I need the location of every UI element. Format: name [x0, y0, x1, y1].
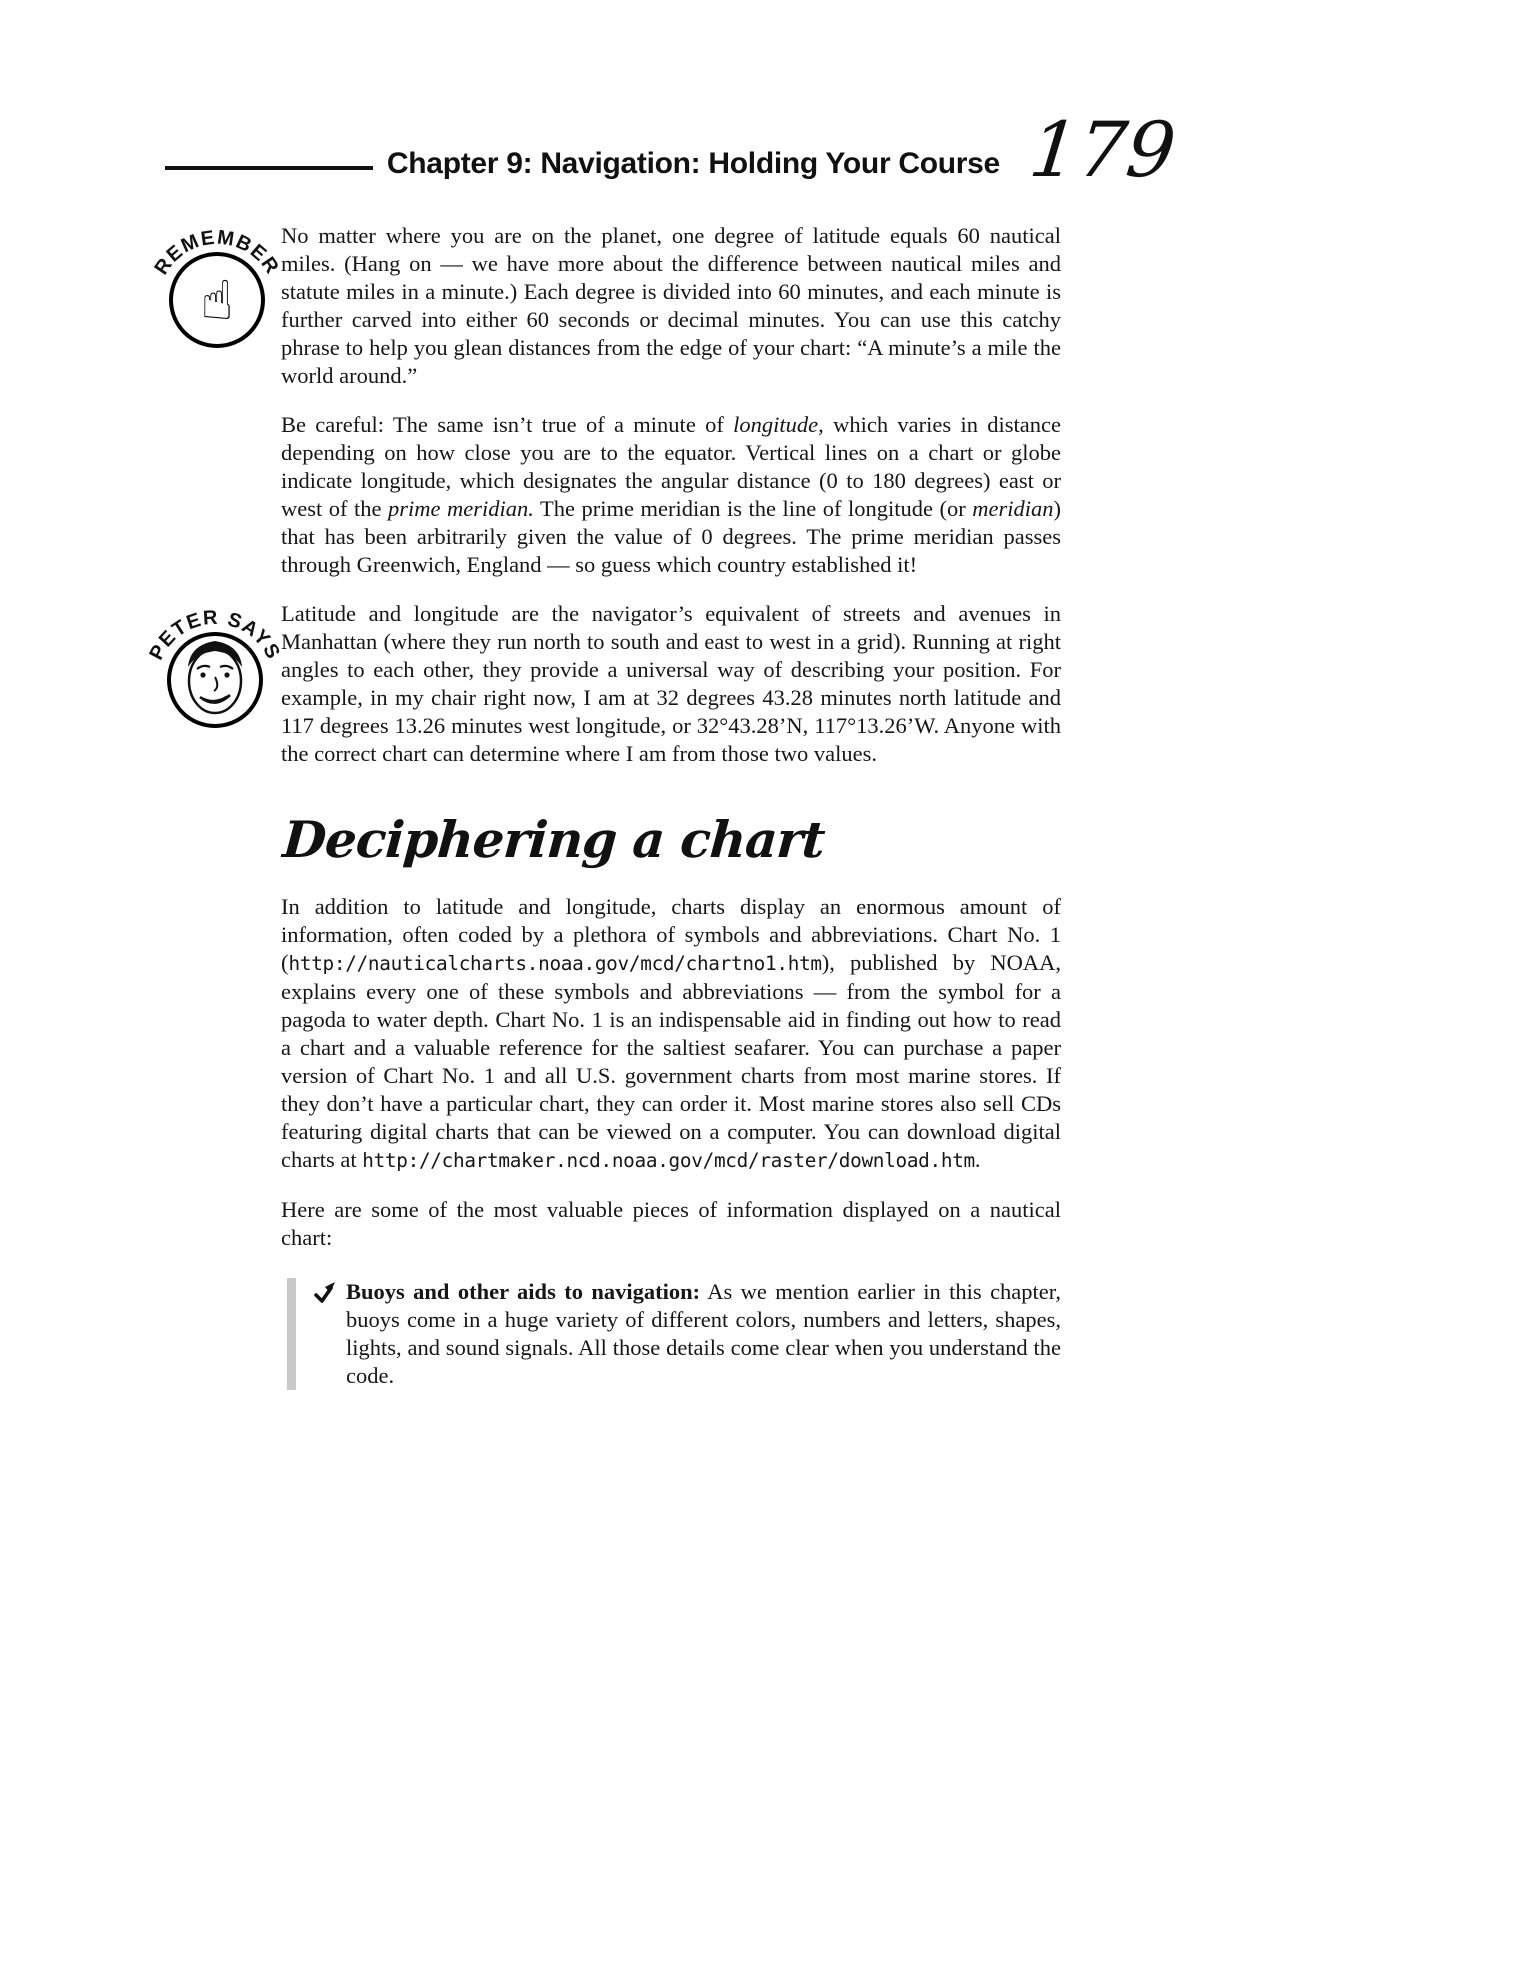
check-arrow-bullet-icon	[313, 1281, 337, 1305]
chapter-title: Chapter 9: Navigation: Holding Your Course	[386, 146, 1000, 180]
page-content	[281, 222, 1061, 1390]
remember-icon	[142, 205, 292, 355]
paragraph-chart-info-intro: Here are some of the most valuable pieces of information displayed on a nautical chart:	[281, 1197, 1061, 1250]
remember-icon-svg	[142, 205, 292, 355]
header-rule	[165, 166, 373, 170]
paragraph-chart-no1: In addition to latitude and longitude, charts display an enormous amount of information, often coded by a plethora of symbols and abbreviations. Chart No. 1 (http://nauticalcharts.noaa.gov/mcd/chartno1.htm), published by NOAA, explains every one of these symbols and abbreviations — from the symbol for a pagoda to water depth. Chart No. 1 is an indispensable aid in finding out how to read a chart and a valuable reference for the saltiest seafarer. You can purchase a paper version of Chart No. 1 and all U.S. government charts from most marine stores. If they don’t have a particular chart, they can order it. Most marine stores also sell CDs featuring digital charts that can be viewed on a computer. You can download digital charts at http://chartmaker.ncd.noaa.gov/mcd/raster/download.htm.	[281, 894, 1061, 1172]
remember-icon-label: REMEMBER	[150, 226, 284, 279]
peter-says-icon-label: PETER SAYS	[145, 606, 285, 664]
page-header	[165, 105, 1180, 194]
hand-with-string-icon: ☝	[200, 269, 234, 332]
bullet-list	[287, 1278, 1061, 1390]
peter-says-icon	[140, 585, 290, 735]
peter-says-icon-svg	[140, 585, 290, 735]
section-heading: Deciphering a chart	[280, 810, 827, 869]
peter-face-icon	[188, 641, 242, 713]
paragraph-peter-says-lat-long: Latitude and longitude are the navigator’s equivalent of streets and avenues in Manhattan (where they run north to south and east to west in a grid). Running at right angles to each other, they provide a universal way of describing your position. For example, in my chair right now, I am at 32 degrees 43.28 minutes north latitude and 117 degrees 13.26 minutes west longitude, or 32°43.28’N, 117°13.26’W. Anyone with the correct chart can determine where I am from those two values.	[281, 601, 1061, 766]
paragraph-longitude-prime-meridian: Be careful: The same isn’t true of a minute of longitude, which varies in distance depending on how close you are to the equator. Vertical lines on a chart or globe indicate longitude, which designates the angular distance (0 to 180 degrees) east or west of the prime meridian. The prime meridian is the line of longitude (or meridian) that has been arbitrarily given the value of 0 degrees. The prime meridian passes through Greenwich, England — so guess which country established it!	[281, 412, 1061, 577]
bullet-text-buoys: Buoys and other aids to navigation: As we mention earlier in this chapter, buoys come in a huge variety of different colors, numbers and letters, shapes, lights, and sound signals. All those details come clear when you understand the code.	[346, 1279, 1062, 1388]
list-item-buoys	[313, 1278, 1061, 1390]
page-number: 179	[1025, 105, 1180, 194]
paragraph-latitude-minutes: No matter where you are on the planet, one degree of latitude equals 60 nautical miles. (Hang on — we have more about the difference between nautical miles and statute miles in a minute.) Each degree is divided into 60 minutes, and each minute is further carved into either 60 seconds or decimal minutes. You can use this catchy phrase to help you glean distances from the edge of your chart: “A minute’s a mile the world around.”	[281, 223, 1061, 388]
